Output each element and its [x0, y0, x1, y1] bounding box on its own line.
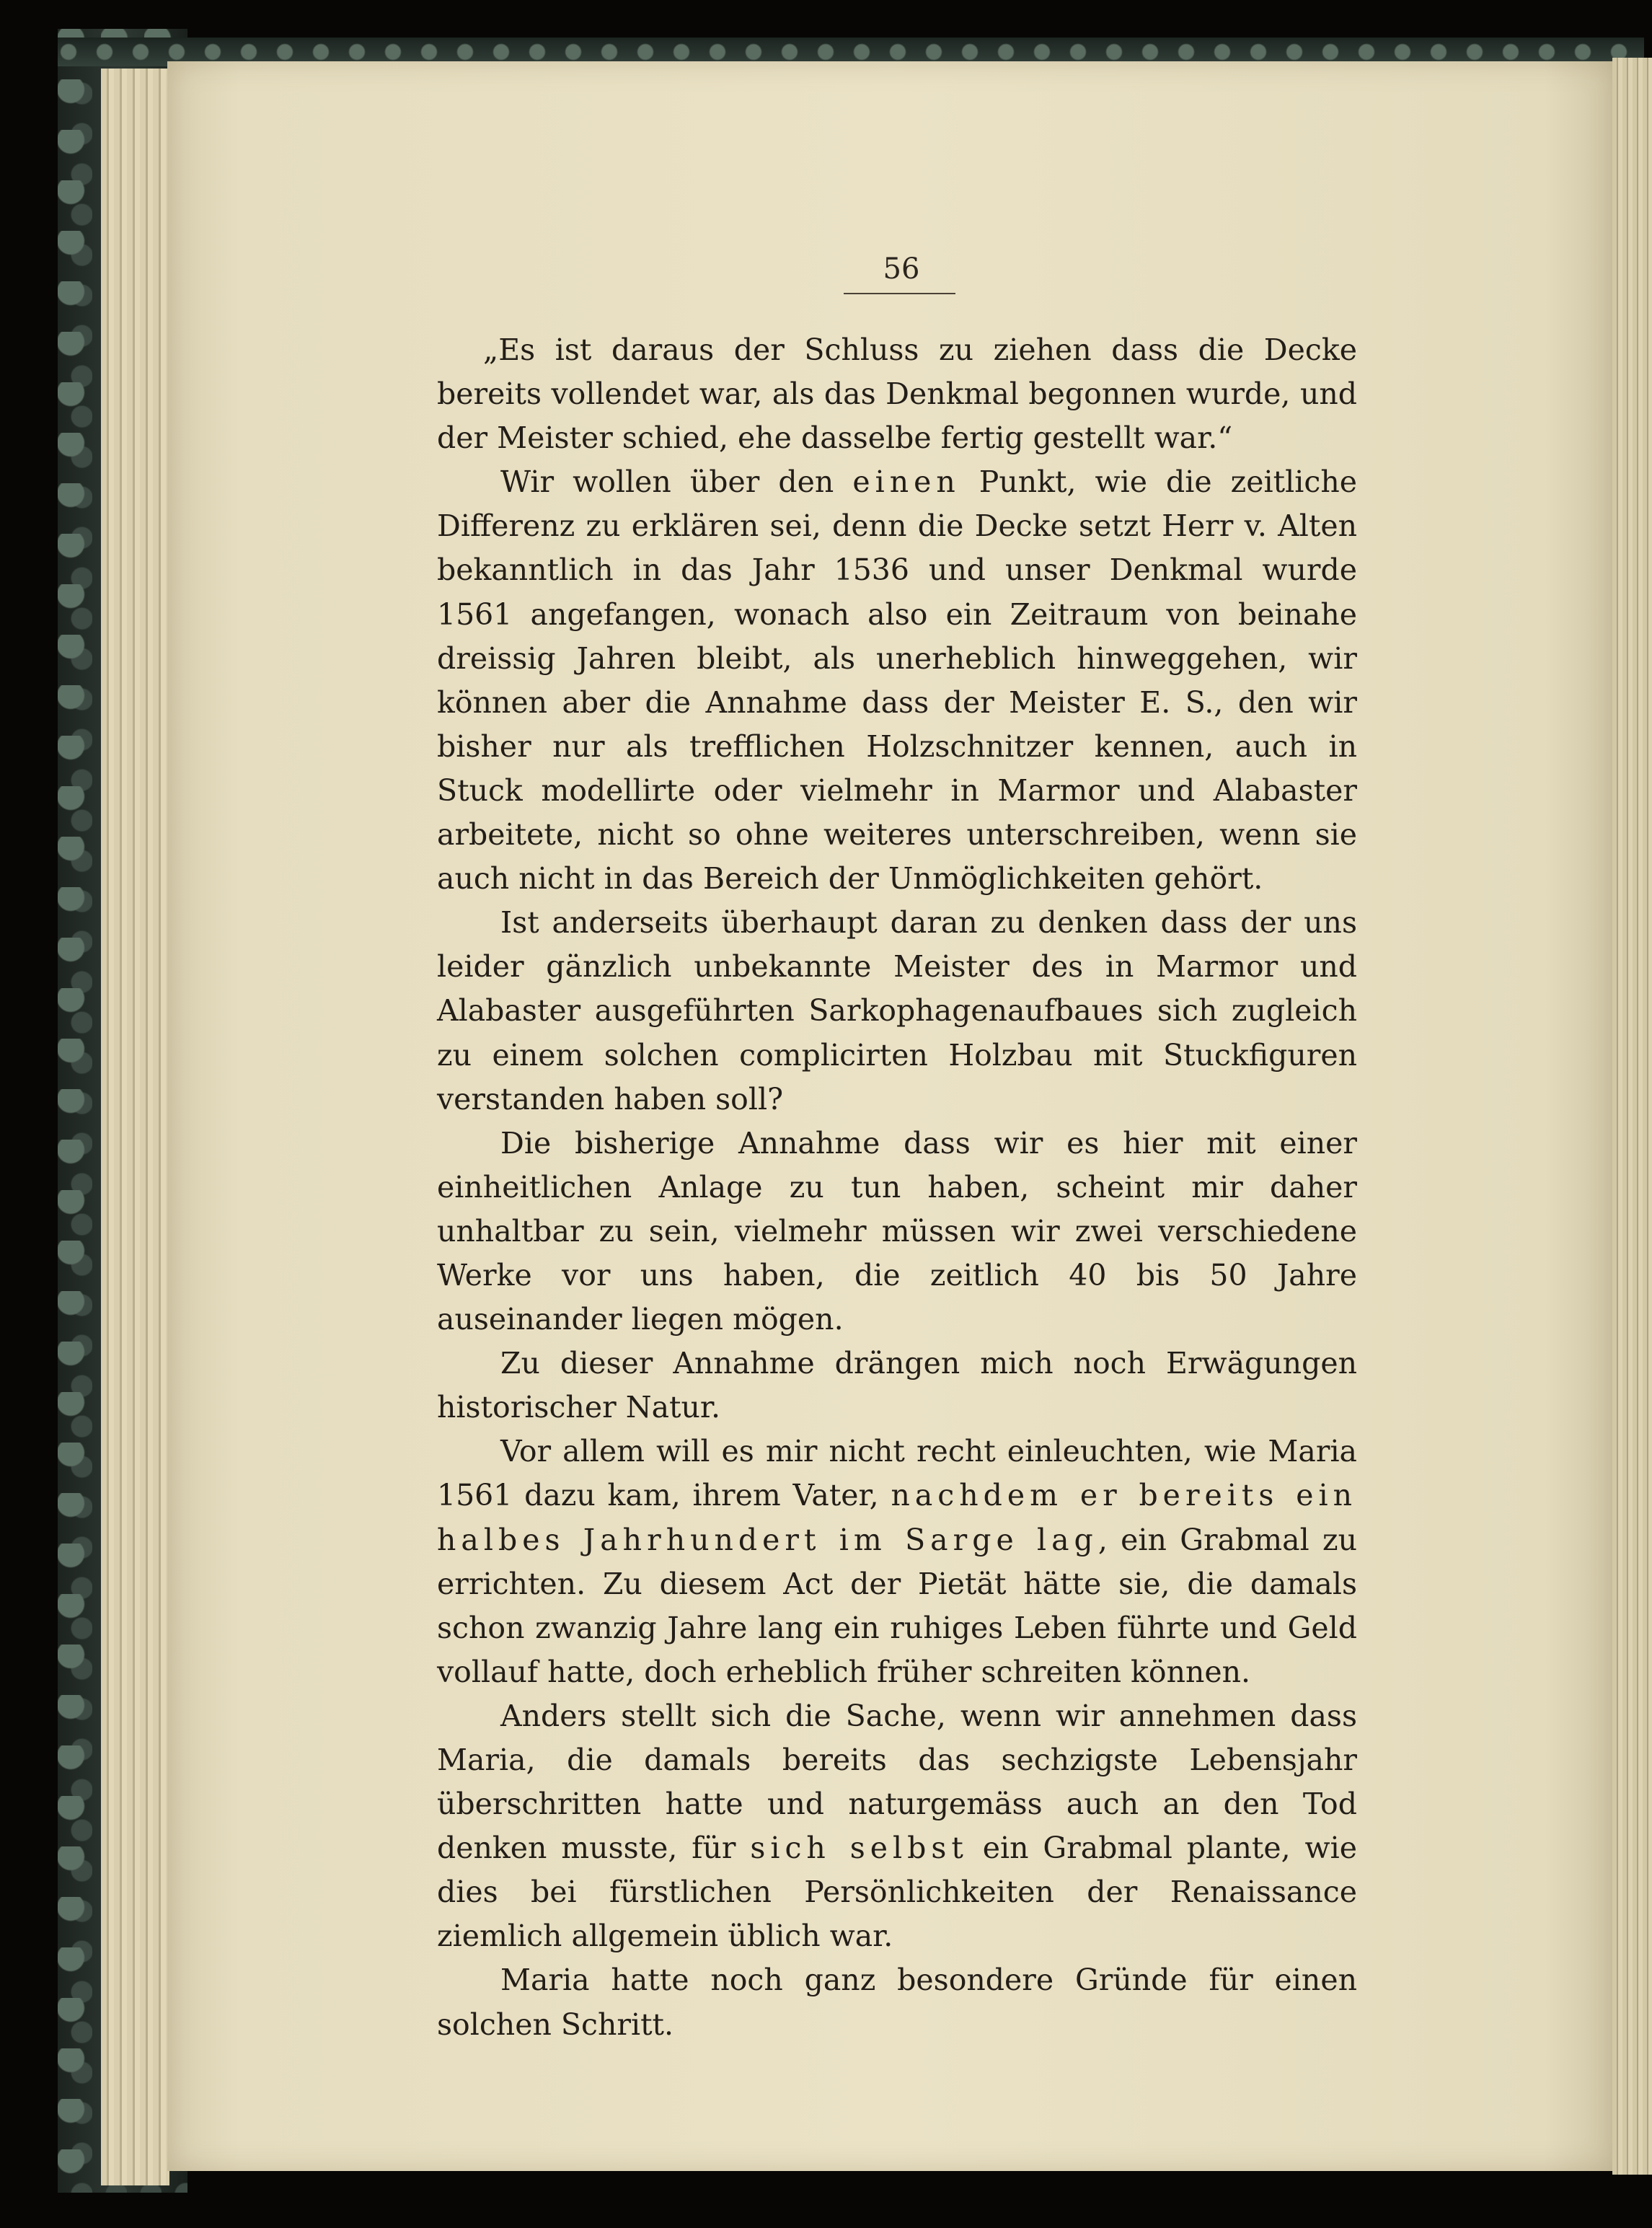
paragraph: Wir wollen über den einen Punkt, wie die zeitliche Differenz zu erklären sei, denn die Decke setzt Herr v. Alten bekanntlich in das Jahr 1536 und unser Denkmal wurde 1561 angefangen, wonach also ein Zeitraum von beinahe dreissig Jahren bleibt, als unerheblich hinweggehen, wir können aber die Annahme dass der Meister E. S., den wir bisher nur als trefflichen Holzschnitzer kennen, auch in Stuck modellirte oder vielmehr in Marmor und Alabaster arbeitete, nicht so ohne weiteres unterschreiben, wenn sie auch nicht in das Bereich der Unmöglichkeiten gehört. [437, 464, 1357, 897]
paragraph: Die bisherige Annahme dass wir es hier mit einer einheitlichen Anlage zu tun haben, scheint mir daher unhaltbar zu sein, vielmehr müssen wir zwei verschiedene Werke vor uns haben, die zeitlich 40 bis 50 Jahre auseinander liegen mögen. [437, 1125, 1357, 1337]
paragraph: Maria hatte noch ganz besondere Gründe für einen solchen Schritt. [437, 1963, 1357, 2042]
body-text [437, 328, 1357, 2047]
paragraph: Ist anderseits überhaupt daran zu denken dass der uns leider gänzlich unbekannte Meister des in Marmor und Alabaster ausgeführten Sarkophagenaufbaues sich zugleich zu einem solchen complicirten Holzbau mit Stuckfiguren verstanden haben soll? [437, 905, 1357, 1117]
paragraph: Zu dieser Annahme drängen mich noch Erwägungen historischer Natur. [437, 1346, 1357, 1425]
paragraph: „Es ist daraus der Schluss zu ziehen dass die Decke bereits vollendet war, als das Denkmal begonnen wurde, und der Meister schied, ehe dasselbe fertig gestellt war.“ [437, 333, 1357, 456]
page-stack-right [1612, 58, 1652, 2175]
emphasis-spaced: einen [852, 464, 960, 500]
paragraph: Vor allem will es mir nicht recht einleuchten, wie Maria 1561 dazu kam, ihrem Vater, nachdem er bereits ein halbes Jahrhundert im Sarge lag, ein Grabmal zu errichten. Zu diesem Act der Pietät hätte sie, die damals schon zwanzig Jahre lang ein ruhiges Leben führte und Geld vollauf hatte, doch erheblich früher schreiten können. [437, 1434, 1357, 1689]
page-number: 56 [883, 252, 920, 286]
emphasis-spaced: sich selbst [750, 1831, 968, 1866]
page-stack-left [101, 69, 169, 2185]
emphasis-spaced: nachdem er bereits ein halbes Jahrhundert im Sarge lag [437, 1478, 1357, 1557]
paragraph: Anders stellt sich die Sache, wenn wir annehmen dass Maria, die damals bereits das sechzigste Lebensjahr überschritten hatte und naturgemäss auch an den Tod denken musste, für sich selbst ein Grabmal plante, wie dies bei fürstlichen Persönlichkeiten der Renaissance ziemlich allgemein üblich war. [437, 1698, 1358, 1954]
page-number-rule [844, 293, 955, 294]
